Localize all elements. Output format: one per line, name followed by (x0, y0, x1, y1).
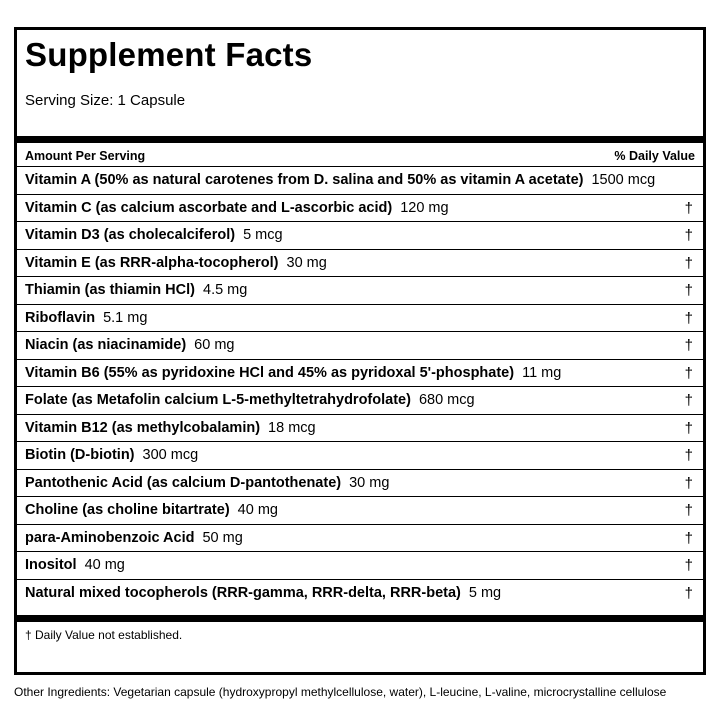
daily-value-mark: † (684, 282, 693, 299)
nutrient-amount: 30 mg (349, 474, 390, 491)
supplement-facts-panel (14, 27, 706, 675)
nutrient-name: Inositol (25, 557, 77, 573)
nutrient-row (17, 359, 703, 387)
nutrient-name: Vitamin D3 (as cholecalciferol) (25, 227, 236, 243)
nutrient-row (17, 414, 703, 442)
nutrient-row (17, 469, 703, 497)
serving-size: Serving Size: 1 Capsule (25, 92, 186, 109)
nutrient-row (17, 249, 703, 277)
nutrient-name: Thiamin (as thiamin HCl) (25, 282, 195, 298)
nutrient-name: Biotin (D-biotin) (25, 447, 135, 463)
daily-value-mark: † (684, 392, 693, 409)
daily-value-mark: † (684, 584, 693, 602)
nutrient-name: Vitamin B12 (as methylcobalamin) (25, 419, 261, 436)
nutrient-name: Vitamin A (50% as natural carotenes from D. salina and 50% as vitamin A acetate) (25, 172, 584, 188)
other-ingredients: Other Ingredients: Vegetarian capsule (hydroxypropyl methylcellulose, water), L-leucine, L-valine, microcrystalline cellulose (14, 685, 667, 699)
daily-value-footnote: † Daily Value not established. (25, 628, 183, 642)
nutrient-name: Niacin (as niacinamide) (25, 337, 187, 353)
nutrient-row (17, 221, 703, 249)
divider-thick-top (17, 136, 703, 143)
daily-value-mark: † (684, 557, 693, 574)
daily-value-mark: † (684, 474, 693, 492)
daily-value-mark: † (684, 199, 693, 217)
nutrient-amount: 680 mcg (418, 392, 475, 408)
daily-value-mark: † (684, 502, 693, 519)
amount-per-serving-label: Amount Per Serving (25, 149, 146, 163)
daily-value-mark: † (684, 254, 693, 272)
nutrient-amount: 1500 mcg (591, 172, 656, 188)
nutrient-amount: 30 mg (286, 254, 327, 271)
daily-value-label: % Daily Value (614, 149, 695, 163)
daily-value-mark: † (684, 419, 693, 437)
nutrient-amount: 50 mg (202, 529, 243, 546)
nutrient-row (17, 551, 703, 579)
nutrient-name: Folate (as Metafolin calcium L-5-methyltetrahydrofolate) (25, 392, 411, 408)
nutrient-row (17, 496, 703, 524)
nutrient-row (17, 441, 703, 469)
nutrient-row (17, 166, 703, 194)
nutrient-name: Vitamin B6 (55% as pyridoxine HCl and 45% as pyridoxal 5'-phosphate) (25, 364, 515, 381)
nutrient-row (17, 524, 703, 552)
nutrient-name: Vitamin E (as RRR-alpha-tocopherol) (25, 254, 279, 271)
nutrient-name: para-Aminobenzoic Acid (25, 529, 195, 546)
panel-title: Supplement Facts (25, 36, 313, 73)
daily-value-mark: † (684, 529, 693, 547)
nutrient-amount: 5 mg (468, 584, 502, 601)
nutrient-name: Choline (as choline bitartrate) (25, 502, 230, 518)
nutrient-name: Pantothenic Acid (as calcium D-pantothenate) (25, 474, 342, 491)
nutrient-amount: 11 mg (522, 364, 562, 381)
nutrient-amount: 120 mg (400, 199, 449, 216)
nutrient-amount: 60 mg (194, 337, 235, 353)
nutrient-row (17, 194, 703, 222)
nutrient-amount: 5.1 mg (103, 309, 148, 326)
nutrient-name: Riboflavin (25, 309, 96, 326)
nutrient-amount: 18 mcg (268, 419, 316, 436)
nutrient-amount: 40 mg (237, 502, 278, 518)
nutrient-row (17, 331, 703, 359)
nutrient-amount: 40 mg (84, 557, 125, 573)
daily-value-mark: † (684, 364, 693, 382)
daily-value-mark: † (684, 309, 693, 327)
nutrient-list (17, 166, 703, 606)
column-header (17, 143, 703, 166)
nutrient-row (17, 579, 703, 607)
divider-thick-bottom (17, 615, 703, 622)
nutrient-row (17, 304, 703, 332)
nutrient-amount: 4.5 mg (203, 282, 248, 298)
nutrient-name: Natural mixed tocopherols (RRR-gamma, RRR-delta, RRR-beta) (25, 584, 461, 601)
nutrient-row (17, 276, 703, 304)
daily-value-mark: † (684, 227, 693, 244)
daily-value-mark: † (684, 337, 693, 354)
nutrient-row (17, 386, 703, 414)
nutrient-amount: 300 mcg (142, 447, 199, 463)
nutrient-name: Vitamin C (as calcium ascorbate and L-ascorbic acid) (25, 199, 393, 216)
nutrient-amount: 5 mcg (243, 227, 283, 243)
daily-value-mark: † (684, 447, 693, 464)
